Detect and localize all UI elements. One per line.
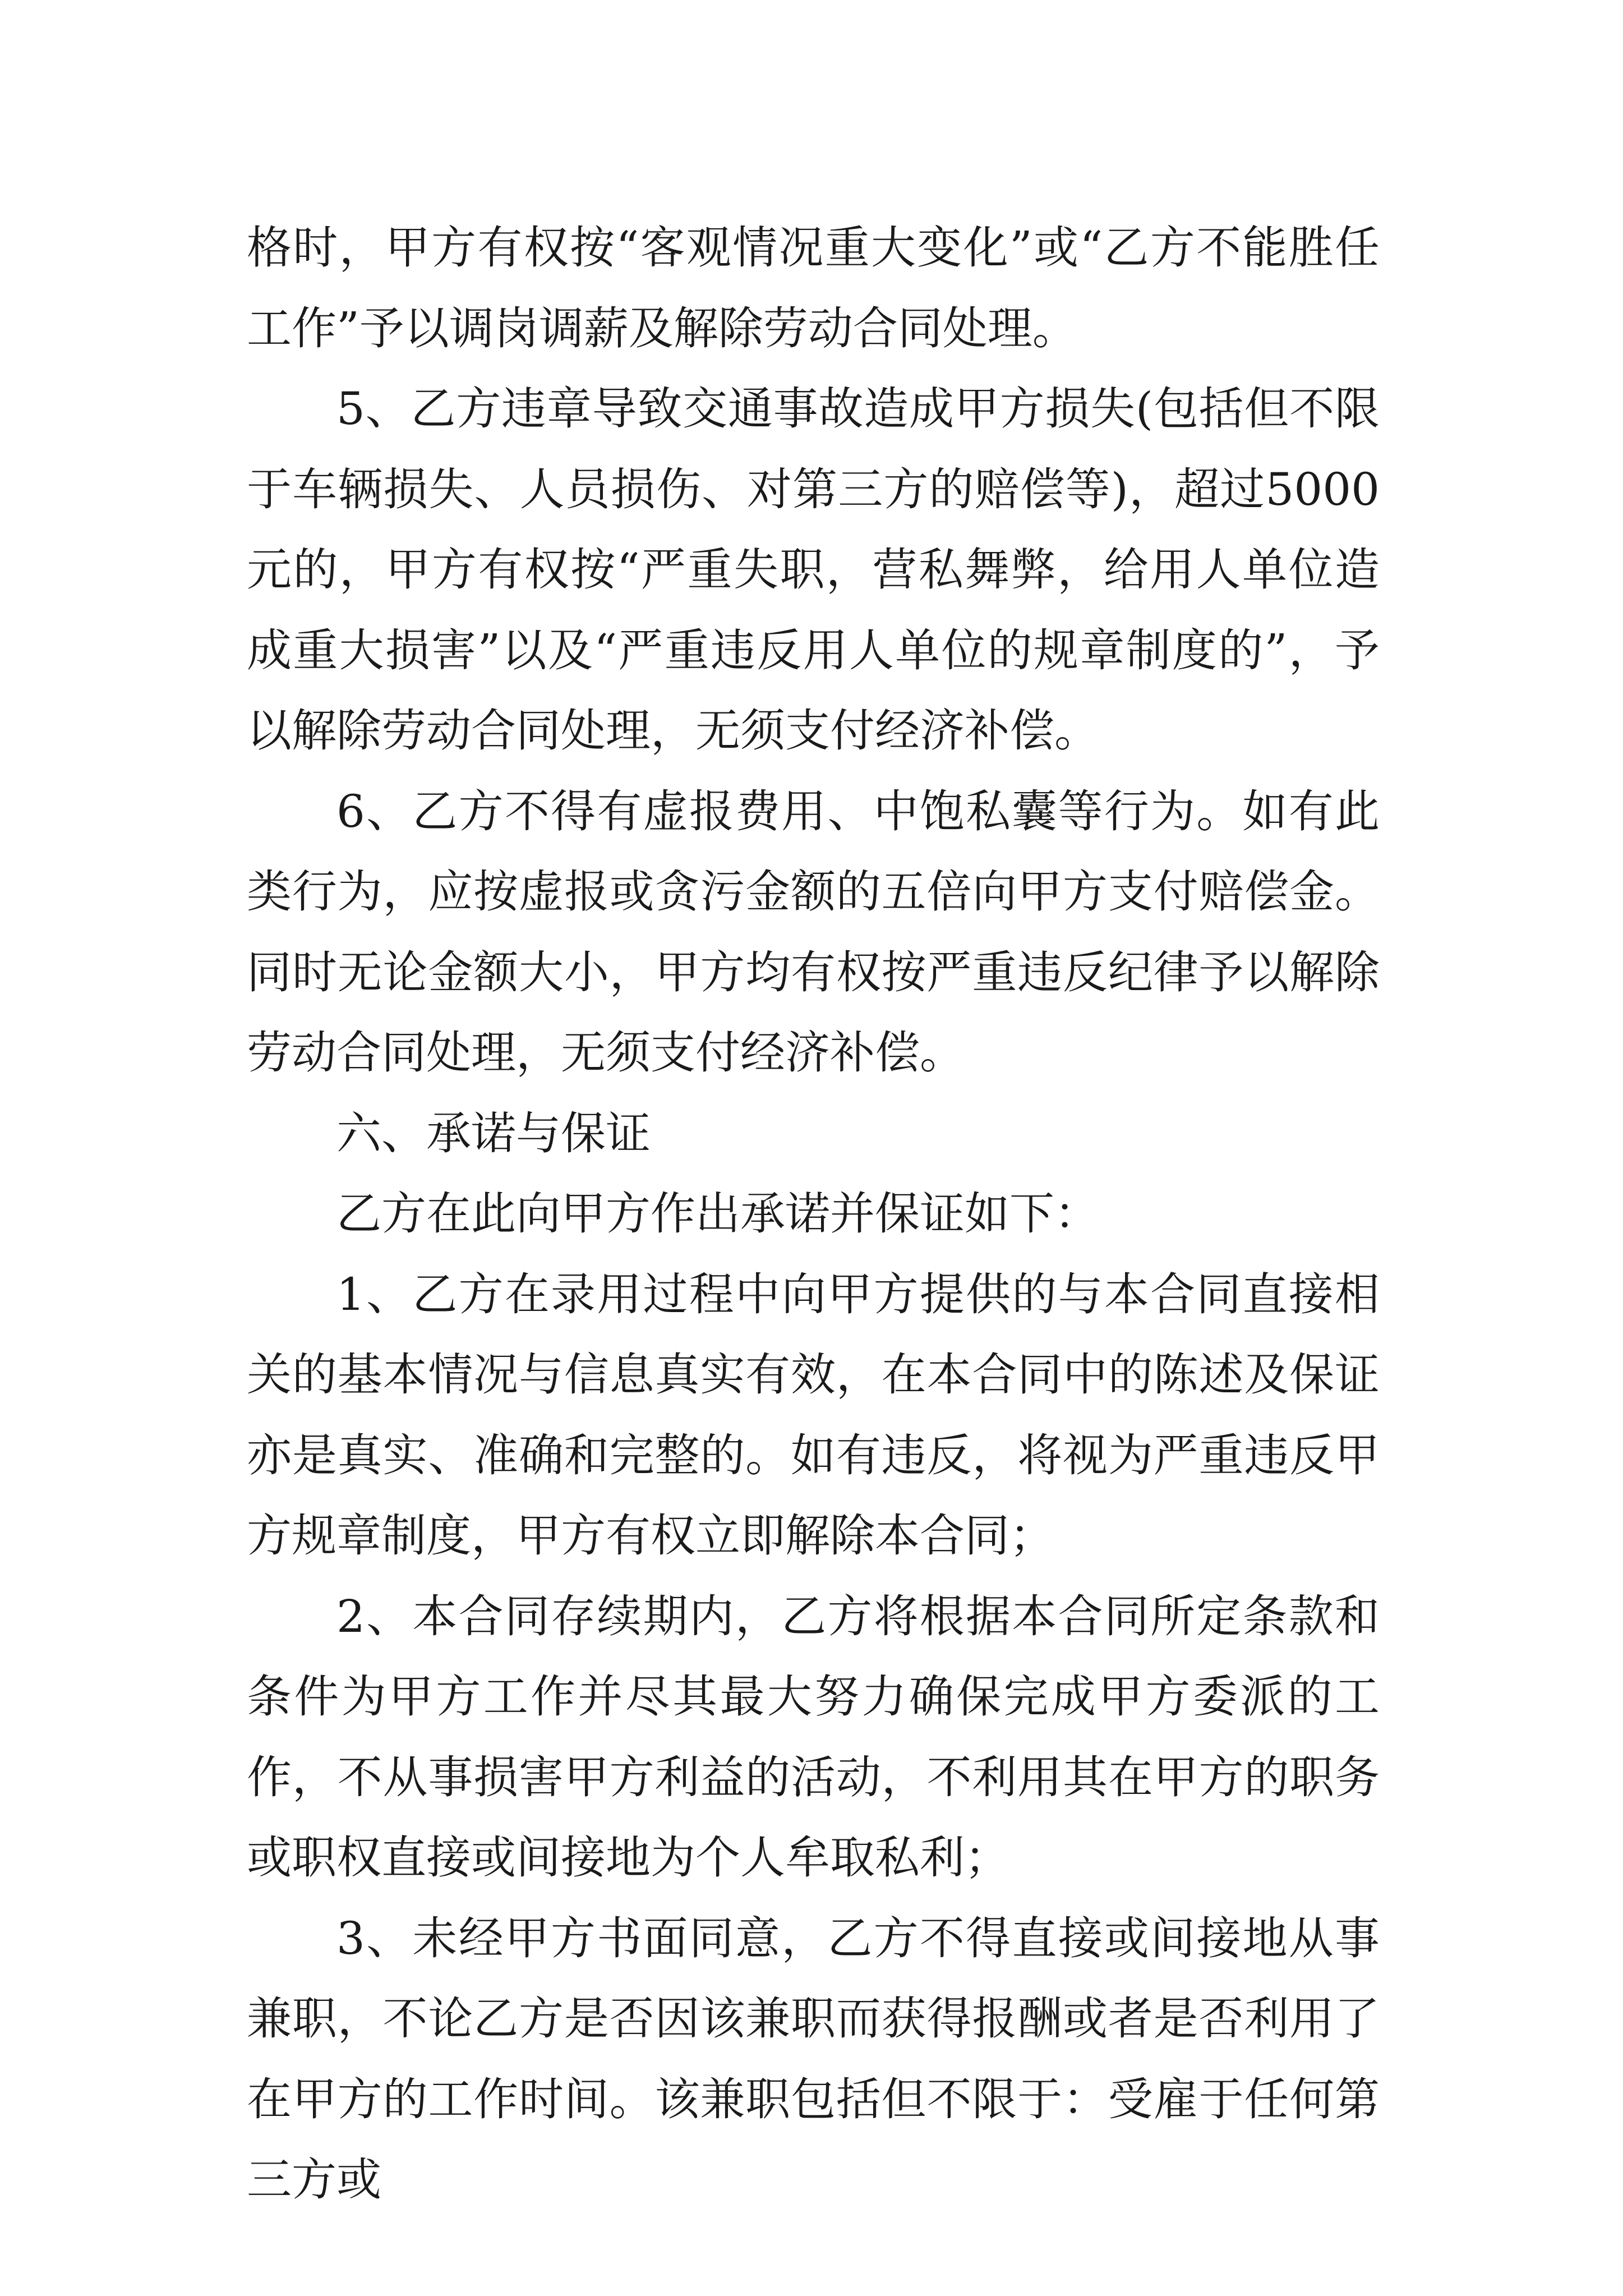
section-heading-commitment: 六、承诺与保证 — [336, 1107, 651, 1159]
paragraph-commitment-3: 3、未经甲方书面同意，乙方不得直接或间接地从事兼职，不论乙方是否因该兼职而获得报酬或者是否利用了在甲方的工作时间。该兼职包括但不限于：受雇于任何第三方或 — [247, 1912, 1380, 2206]
paragraph-clause-5: 5、乙方违章导致交通事故造成甲方损失(包括但不限于车辆损失、人员损伤、对第三方的赔偿等)，超过5000元的，甲方有权按“严重失职，营私舞弊，给用人单位造成重大损害”以及“严重违反用人单位的规章制度的”，予以解除劳动合同处理，无须支付经济补偿。 — [247, 383, 1380, 757]
paragraph-commitment-intro: 乙方在此向甲方作出承诺并保证如下： — [336, 1188, 1099, 1240]
paragraph-commitment-2: 2、本合同存续期内，乙方将根据本合同所定条款和条件为甲方工作并尽其最大努力确保完成甲方委派的工作，不从事损害甲方利益的活动，不利用其在甲方的职务或职权直接或间接地为个人牟取私利； — [247, 1590, 1380, 1884]
paragraph-clause-6: 6、乙方不得有虚报费用、中饱私囊等行为。如有此类行为，应按虚报或贪污金额的五倍向甲方支付赔偿金。同时无论金额大小，甲方均有权按严重违反纪律予以解除劳动合同处理，无须支付经济补偿。 — [247, 785, 1380, 1079]
paragraph-commitment-1: 1、乙方在录用过程中向甲方提供的与本合同直接相关的基本情况与信息真实有效，在本合同中的陈述及保证亦是真实、准确和完整的。如有违反，将视为严重违反甲方规章制度，甲方有权立即解除本合同； — [247, 1268, 1380, 1562]
paragraph-continuation: 格时，甲方有权按“客观情况重大变化”或“乙方不能胜任工作”予以调岗调薪及解除劳动合同处理。 — [247, 222, 1380, 355]
document-body — [247, 208, 1380, 2220]
